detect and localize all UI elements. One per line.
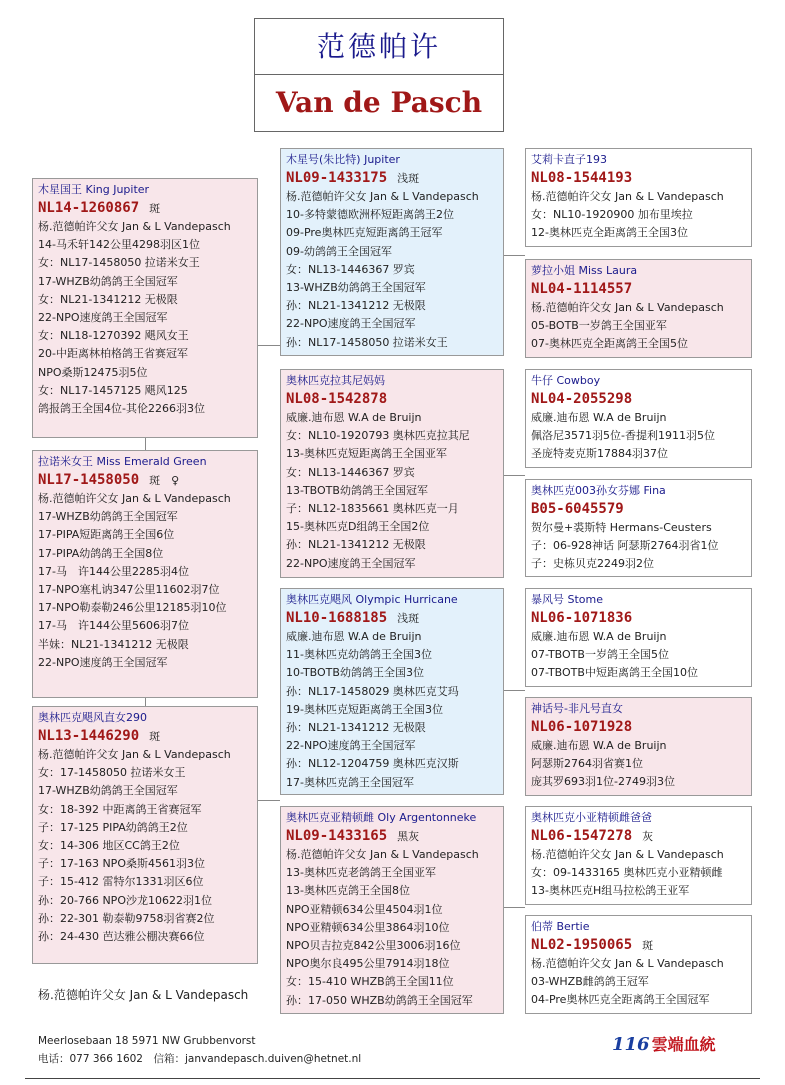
pedigree-line: 杨.范德帕许父女 Jan & L Vandepasch: [38, 492, 231, 505]
pedigree-line: 17-WHZB幼鸽鸽王全国冠军: [38, 274, 178, 288]
pigeon-name: 拉诺米女王 Miss Emerald Green: [38, 455, 207, 468]
connector-line: [145, 438, 146, 450]
loft-name-en: Van de Pasch: [275, 86, 483, 119]
pedigree-line: 孙：NL21-1341212 无极限: [286, 721, 426, 735]
pigeon-card-ggs-3: [525, 369, 752, 468]
connector-line: [145, 698, 146, 706]
pigeon-card-dam: [32, 450, 258, 698]
pedigree-line: 09-幼鸽鸽王全国冠军: [286, 244, 392, 258]
pedigree-line: 22-NPO速度鸽王全国冠军: [286, 556, 416, 570]
ring-number: NL06-1547278: [531, 828, 633, 844]
pedigree-line: 孙：NL17-1458050 拉诺米女王: [286, 335, 448, 349]
pedigree-line: 杨.范德帕许父女 Jan & L Vandepasch: [531, 301, 724, 314]
ring-number: NL04-1114557: [531, 281, 633, 297]
pedigree-line: 威廉.迪布恩 W.A de Bruijn: [531, 739, 667, 752]
connector-line: [504, 690, 525, 691]
pigeon-name: 神话号-非凡号直女: [531, 702, 623, 715]
pedigree-line: 03-WHZB雌鸽鸽王冠军: [531, 975, 649, 989]
ring-number: NL04-2055298: [531, 391, 633, 407]
pedigree-line: 威廉.迪布恩 W.A de Bruijn: [531, 411, 667, 424]
pedigree-line: 22-NPO速度鸽王全国冠军: [286, 317, 416, 331]
ring-number: NL14-1260867: [38, 200, 140, 216]
title-box: [254, 18, 504, 132]
pedigree-line: 女：17-1458050 拉诺米女王: [38, 766, 186, 780]
footer-divider: [25, 1078, 760, 1079]
pigeon-card-ggs-5: [525, 588, 752, 687]
pedigree-line: 22-NPO速度鸽王全国冠军: [38, 655, 168, 669]
pigeon-name: 暴风号 Stome: [531, 593, 604, 606]
pedigree-line: 女：18-392 中距离鸽王省赛冠军: [38, 802, 202, 816]
pedigree-line: 圣庞特麦克斯17884羽37位: [531, 447, 668, 461]
connector-line: [504, 475, 525, 476]
pedigree-line: 半妹：NL21-1341212 无极限: [38, 637, 189, 651]
pigeon-name: 奥林匹克拉其尼妈妈: [286, 374, 385, 387]
pedigree-line: 12-奥林匹克全距离鸽王全国3位: [531, 226, 688, 240]
pedigree-line: 10-多特蒙德欧洲杯短距离鸽王2位: [286, 208, 454, 222]
pigeon-card-ggs-8: [525, 915, 752, 1014]
ring-number: NL13-1446290: [38, 728, 140, 744]
pedigree-line: 女：NL13-1446367 罗宾: [286, 465, 415, 479]
pedigree-line: 07-TBOTB中短距离鸽王全国10位: [531, 666, 698, 680]
pigeon-name: 木星号(朱比特) Jupiter: [286, 153, 400, 166]
pedigree-line: 22-NPO速度鸽王全国冠军: [38, 311, 168, 325]
pigeon-color: 浅斑: [397, 612, 420, 625]
pigeon-card-granddam-1: [280, 369, 504, 578]
pedigree-line: 17-PIPA短距离鸽王全国6位: [38, 528, 175, 542]
pedigree-line: NPO桑斯12475羽5位: [38, 365, 148, 379]
pedigree-line: 19-奥林匹克短距离鸽王全国3位: [286, 702, 443, 716]
pedigree-line: 04-Pre奥林匹克全距离鸽王全国冠军: [531, 993, 710, 1007]
contact-text: 电话：077 366 1602 信箱：janvandepasch.duiven@hetnet.nl: [38, 1053, 362, 1065]
pedigree-line: 女：NL21-1341212 无极限: [38, 292, 178, 306]
pedigree-line: 鸽报鸽王全国4位-其伦2266羽3位: [38, 402, 205, 416]
pedigree-line: 09-Pre奥林匹克短距离鸽王冠军: [286, 226, 443, 240]
ring-number: NL09-1433175: [286, 170, 388, 186]
connector-line: [258, 345, 280, 346]
pedigree-line: 杨.范德帕许父女 Jan & L Vandepasch: [531, 848, 724, 861]
pigeon-card-grandsire-1: [280, 148, 504, 356]
ring-number: NL02-1950065: [531, 937, 633, 953]
pedigree-line: 17-NPO勒泰勒246公里12185羽10位: [38, 601, 227, 615]
pigeon-color: 斑: [149, 202, 161, 215]
pedigree-line: 07-奥林匹克全距离鸽王全国5位: [531, 337, 688, 351]
loft-name-cn: 范德帕许: [255, 19, 503, 75]
pedigree-line: 15-奥林匹克D组鸽王全国2位: [286, 520, 430, 534]
pedigree-line: 子：15-412 雷特尔1331羽区6位: [38, 875, 204, 889]
pedigree-line: 杨.范德帕许父女 Jan & L Vandepasch: [38, 748, 231, 761]
pigeon-name: 奥林匹克003孙女芬娜 Fina: [531, 484, 666, 497]
pedigree-line: NPO亚精顿634公里3864羽10位: [286, 920, 450, 934]
pedigree-line: 17-WHZB幼鸽鸽王全国冠军: [38, 784, 178, 798]
pigeon-color: 灰: [642, 830, 654, 843]
pigeon-card-ggs-4: [525, 479, 752, 577]
pedigree-line: 子：06-928神话 阿瑟斯2764羽省1位: [531, 539, 719, 553]
pedigree-line: 子：17-163 NPO桑斯4561羽3位: [38, 857, 205, 871]
pedigree-line: 13-奥林匹克短距离鸽王全国亚军: [286, 447, 447, 461]
ring-number: NL06-1071928: [531, 719, 633, 735]
pigeon-name: 艾莉卡直子193: [531, 153, 607, 166]
pedigree-line: 05-BOTB一岁鸽王全国亚军: [531, 319, 667, 333]
pedigree-line: 杨.范德帕许父女 Jan & L Vandepasch: [531, 190, 724, 203]
pedigree-line: 13-WHZB幼鸽鸽王全国冠军: [286, 281, 426, 295]
pedigree-line: 女：NL17-1457125 飓风125: [38, 383, 188, 397]
pedigree-line: 女：NL10-1920793 奥林匹克拉其尼: [286, 429, 470, 443]
pedigree-line: 孙：20-766 NPO沙龙10622羽1位: [38, 893, 212, 907]
logo-text: 雲端血統: [651, 1035, 716, 1054]
pedigree-line: 女：NL18-1270392 飓风女王: [38, 329, 189, 343]
pigeon-card-ggs-6: [525, 697, 752, 796]
pedigree-line: 威廉.迪布恩 W.A de Bruijn: [286, 630, 422, 643]
pedigree-line: 女：NL17-1458050 拉诺米女王: [38, 256, 200, 270]
pigeon-card-ggs-7: [525, 806, 752, 905]
pedigree-line: 17-PIPA幼鸽鸽王全国8位: [38, 546, 164, 560]
ring-number: NL06-1071836: [531, 610, 633, 626]
pedigree-line: 威廉.迪布恩 W.A de Bruijn: [531, 630, 667, 643]
pedigree-line: 杨.范德帕许父女 Jan & L Vandepasch: [531, 957, 724, 970]
pedigree-line: 17-马 许144公里2285羽4位: [38, 564, 189, 578]
pigeon-card-sire: [32, 178, 258, 438]
ring-number: NL09-1433165: [286, 828, 388, 844]
pigeon-color: 斑: [642, 939, 654, 952]
pedigree-line: 22-NPO速度鸽王全国冠军: [286, 739, 416, 753]
pedigree-line: 孙：24-430 芭达雅公棚决赛66位: [38, 930, 205, 944]
ring-number: NL10-1688185: [286, 610, 388, 626]
pedigree-line: 14-马禾轩142公里4298羽区1位: [38, 238, 200, 252]
pedigree-line: 13-TBOTB幼鸽鸽王全国冠军: [286, 483, 428, 497]
pedigree-line: 阿瑟斯2764羽省赛1位: [531, 757, 643, 771]
ring-number: NL08-1542878: [286, 391, 388, 407]
ring-number: NL08-1544193: [531, 170, 633, 186]
pedigree-line: 佩洛尼3571羽5位-香提利1911羽5位: [531, 429, 715, 443]
pedigree-line: 女：15-410 WHZB鸽王全国11位: [286, 975, 454, 989]
pigeon-name: 萝拉小姐 Miss Laura: [531, 264, 638, 277]
pigeon-color: 斑 ♀: [149, 474, 180, 487]
pedigree-line: 杨.范德帕许父女 Jan & L Vandepasch: [286, 848, 479, 861]
pedigree-line: 13-奥林匹克老鸽鸽王全国亚军: [286, 866, 436, 880]
pedigree-line: NPO贝吉拉克842公里3006羽16位: [286, 939, 461, 953]
pedigree-line: 13-奥林匹克H组马拉松鸽王亚军: [531, 884, 690, 898]
pedigree-line: 孙：NL21-1341212 无极限: [286, 299, 426, 313]
pigeon-card-granddam-2: [280, 806, 504, 1014]
logo-number: 116: [612, 1034, 650, 1055]
pedigree-line: 子：NL12-1835661 奥林匹克一月: [286, 502, 459, 516]
pigeon-card-dam-2: [32, 706, 258, 964]
pigeon-name: 奥林匹克亚精顿雌 Oly Argentonneke: [286, 811, 477, 824]
pedigree-line: 17-奥林匹克鸽王全国冠军: [286, 775, 414, 789]
pedigree-line: 10-TBOTB幼鸽鸽王全国3位: [286, 666, 424, 680]
pigeon-name: 牛仔 Cowboy: [531, 374, 601, 387]
brand-logo: [612, 1032, 716, 1056]
pedigree-line: 杨.范德帕许父女 Jan & L Vandepasch: [38, 220, 231, 233]
pedigree-line: 贺尔曼+裘斯特 Hermans-Ceusters: [531, 521, 712, 534]
ring-number: NL17-1458050: [38, 472, 140, 488]
pedigree-line: 17-WHZB幼鸽鸽王全国冠军: [38, 510, 178, 524]
pigeon-card-ggs-1: [525, 148, 752, 247]
pedigree-line: NPO亚精顿634公里4504羽1位: [286, 902, 443, 916]
pedigree-line: 子：17-125 PIPA幼鸽鸽王2位: [38, 820, 188, 834]
contact-block: [38, 1032, 361, 1068]
connector-line: [504, 255, 525, 256]
pigeon-card-grandsire-2: [280, 588, 504, 795]
pedigree-line: 孙：NL17-1458029 奥林匹克艾玛: [286, 684, 459, 698]
pedigree-line: 17-马 许144公里5606羽7位: [38, 619, 189, 633]
pigeon-color: 斑: [149, 730, 161, 743]
pedigree-line: 女：09-1433165 奥林匹克小亚精顿雌: [531, 866, 723, 880]
pigeon-name: 奥林匹克飓风 Olympic Hurricane: [286, 593, 458, 606]
owner-name: 杨.范德帕许父女 Jan & L Vandepasch: [38, 988, 249, 1002]
pigeon-color: 黑灰: [397, 830, 420, 843]
pedigree-line: 庞其罗693羽1位-2749羽3位: [531, 775, 675, 789]
pedigree-line: 17-NPO塞札讷347公里11602羽7位: [38, 583, 220, 597]
pedigree-line: 孙：17-050 WHZB幼鸽鸽王全国冠军: [286, 993, 473, 1007]
pigeon-name: 木星国王 King Jupiter: [38, 183, 150, 196]
pigeon-name: 伯蒂 Bertie: [531, 920, 590, 933]
pigeon-name: 奥林匹克飓风直女290: [38, 711, 147, 724]
pedigree-line: 女：NL13-1446367 罗宾: [286, 262, 415, 276]
pigeon-card-ggs-2: [525, 259, 752, 358]
pedigree-line: 07-TBOTB一岁鸽王全国5位: [531, 648, 669, 662]
pedigree-line: 20-中距离林柏格鸽王省赛冠军: [38, 347, 188, 361]
pedigree-line: 杨.范德帕许父女 Jan & L Vandepasch: [286, 190, 479, 203]
ring-number: B05-6045579: [531, 501, 624, 517]
pedigree-line: 子：史栋贝克2249羽2位: [531, 557, 654, 571]
pedigree-line: 威廉.迪布恩 W.A de Bruijn: [286, 411, 422, 424]
address-text: Meerlosebaan 18 5971 NW Grubbenvorst: [38, 1035, 256, 1047]
pedigree-line: NPO奥尔良495公里7914羽18位: [286, 957, 450, 971]
pigeon-name: 奥林匹克小亚精顿雌爸爸: [531, 811, 652, 824]
pedigree-line: 孙：NL21-1341212 无极限: [286, 538, 426, 552]
pedigree-line: 11-奥林匹克幼鸽鸽王全国3位: [286, 648, 432, 662]
connector-line: [258, 800, 280, 801]
pedigree-line: 13-奥林匹克鸽王全国8位: [286, 884, 410, 898]
connector-line: [504, 907, 525, 908]
pedigree-line: 女：NL10-1920900 加布里埃拉: [531, 208, 693, 222]
pedigree-line: 女：14-306 地区CC鸽王2位: [38, 839, 180, 853]
pigeon-color: 浅斑: [397, 172, 420, 185]
pedigree-line: 孙：22-301 勒泰勒9758羽省赛2位: [38, 911, 215, 925]
pedigree-line: 孙：NL12-1204759 奥林匹克汉斯: [286, 757, 459, 771]
